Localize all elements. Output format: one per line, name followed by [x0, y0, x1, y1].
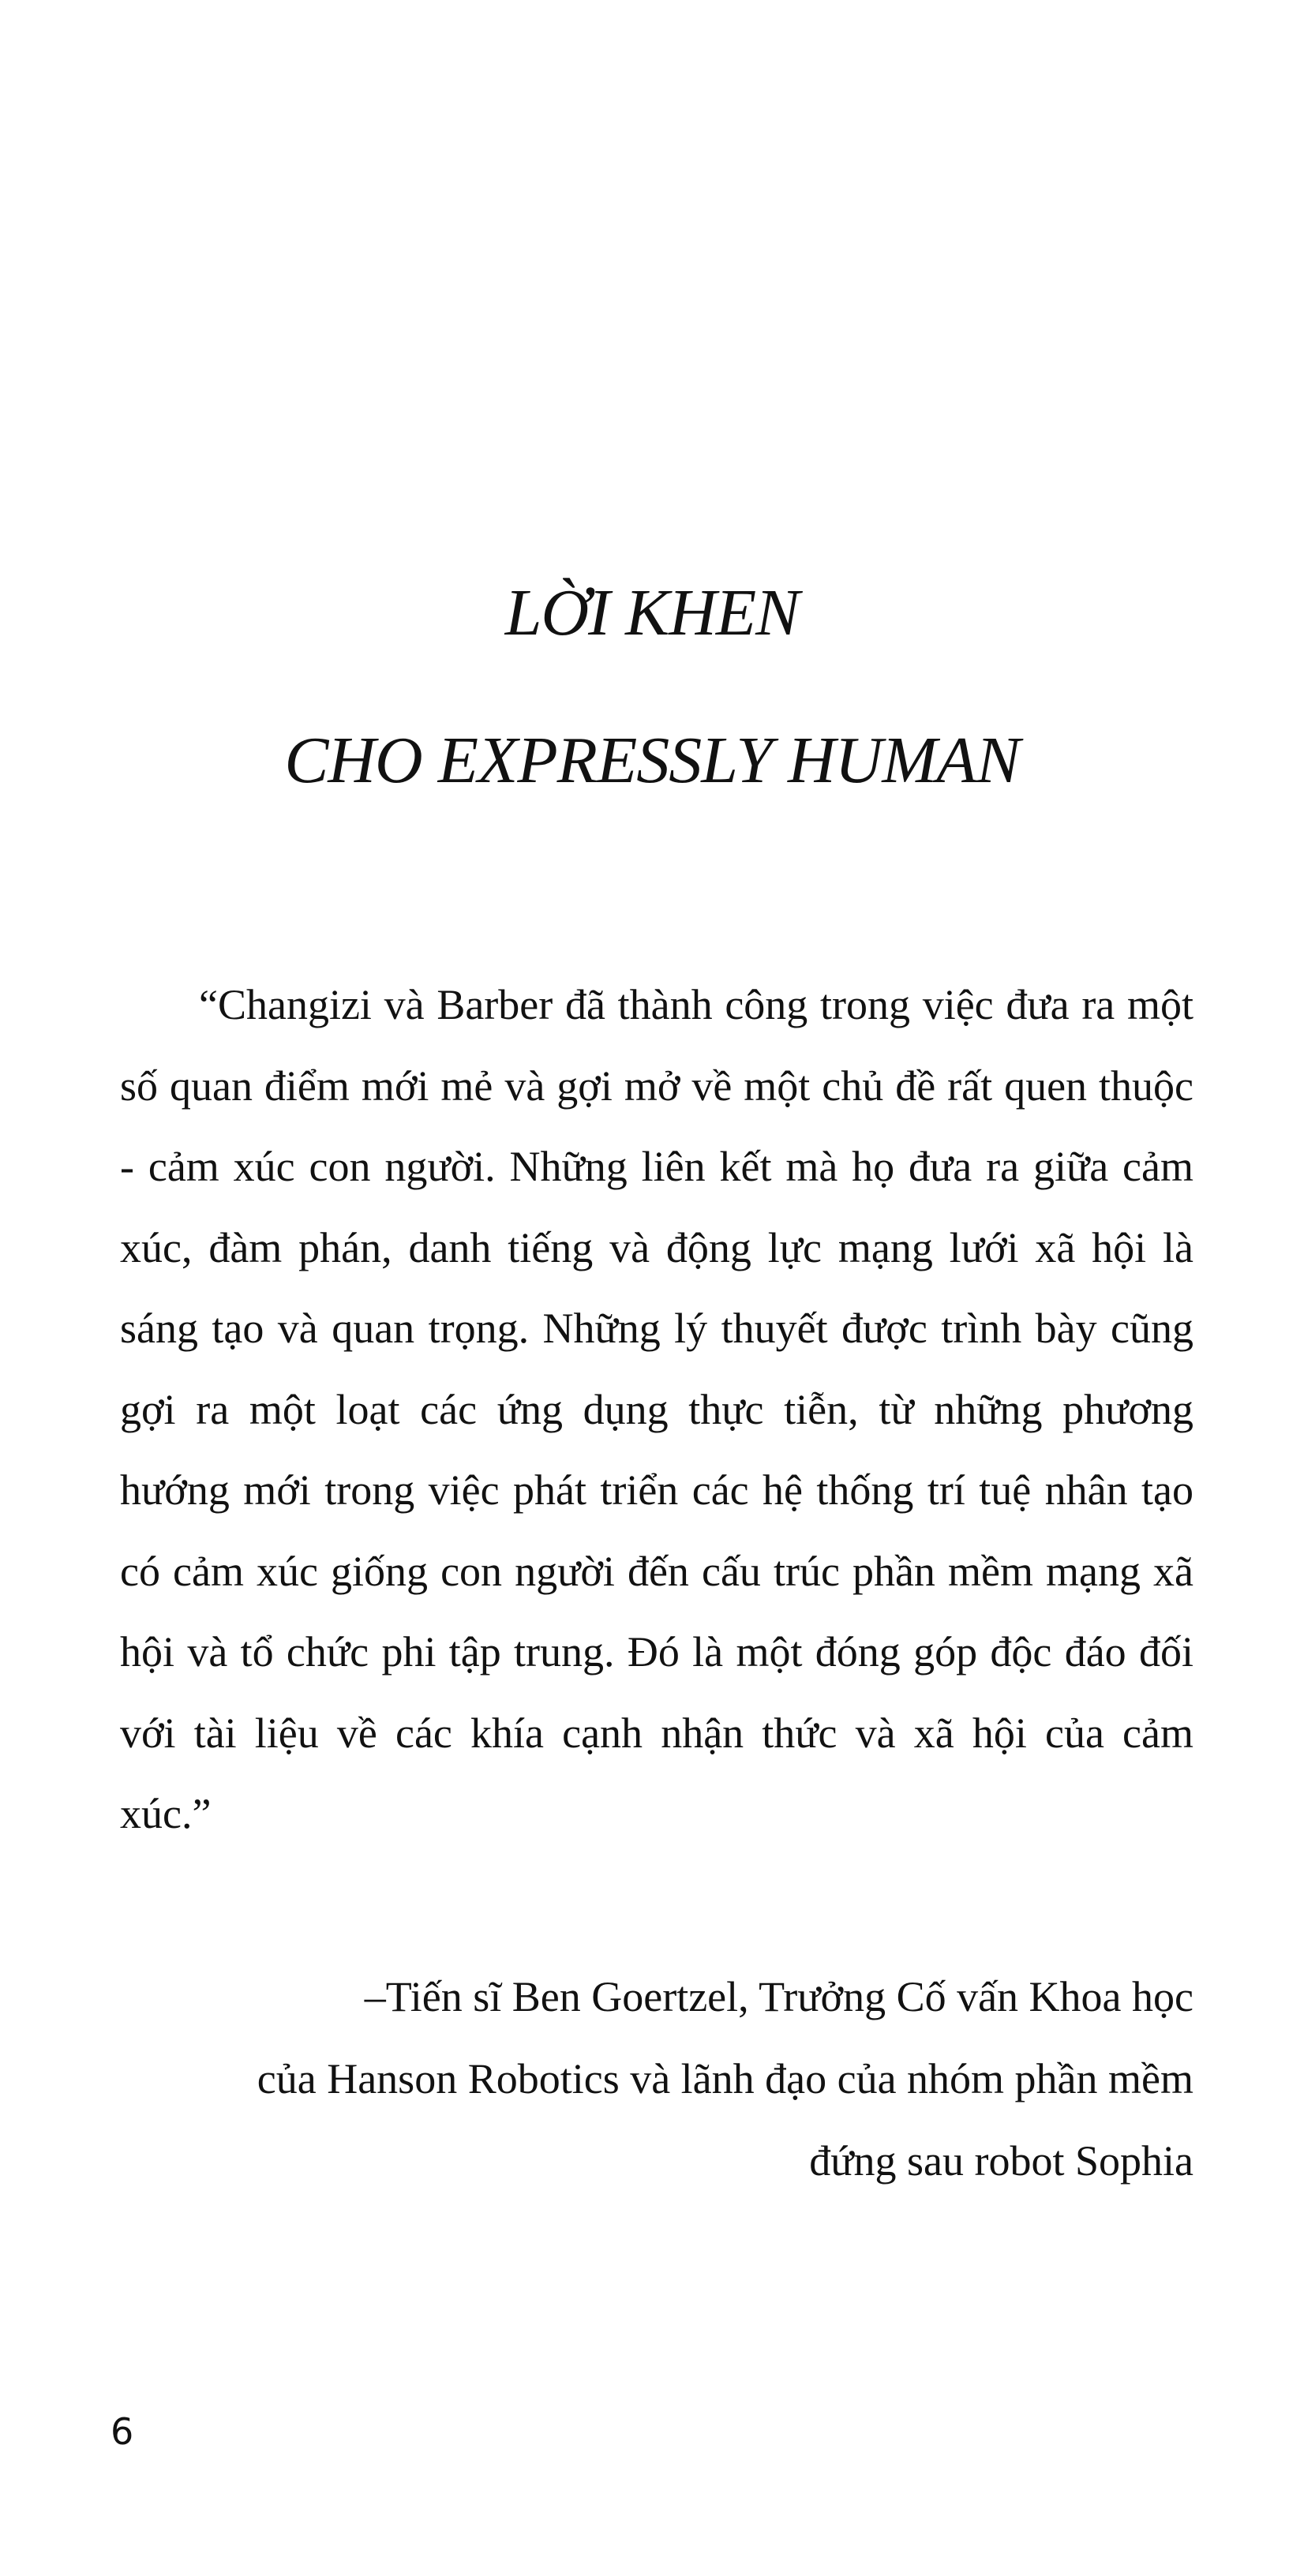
attribution-line-2: của Hanson Robotics và lãnh đạo của nhóm phần mềm: [257, 2055, 1193, 2102]
attribution-line-3: đứng sau robot Sophia: [809, 2137, 1193, 2185]
praise-quote: “Changizi và Barber đã thành công trong việc đưa ra một số quan điểm mới mẻ và gợi mở về một chủ đề rất quen thuộc - cảm xúc con người. Những liên kết mà họ đưa ra giữa cảm xúc, đàm phán, danh tiếng và động lực mạng lưới xã hội là sáng tạo và quan trọng. Những lý thuyết được trình bày cũng gợi ra một loạt các ứng dụng thực tiễn, từ những phương hướng mới trong việc phát triển các hệ thống trí tuệ nhân tạo có cảm xúc giống con người đến cấu trúc phần mềm mạng xã hội và tổ chức phi tập trung. Đó là một đóng góp độc đáo đối với tài liệu về các khía cạnh nhận thức và xã hội của cảm xúc.”: [120, 981, 1193, 1837]
quote-attribution: [88, 1956, 1193, 2202]
page-number: 6: [111, 2410, 134, 2453]
attribution-line-1: –Tiến sĩ Ben Goertzel, Trưởng Cố vấn Khoa học: [364, 1973, 1193, 2020]
heading-line-2: CHO EXPRESSLY HUMAN: [284, 724, 1020, 797]
heading-line-1: LỜI KHEN: [504, 576, 800, 650]
